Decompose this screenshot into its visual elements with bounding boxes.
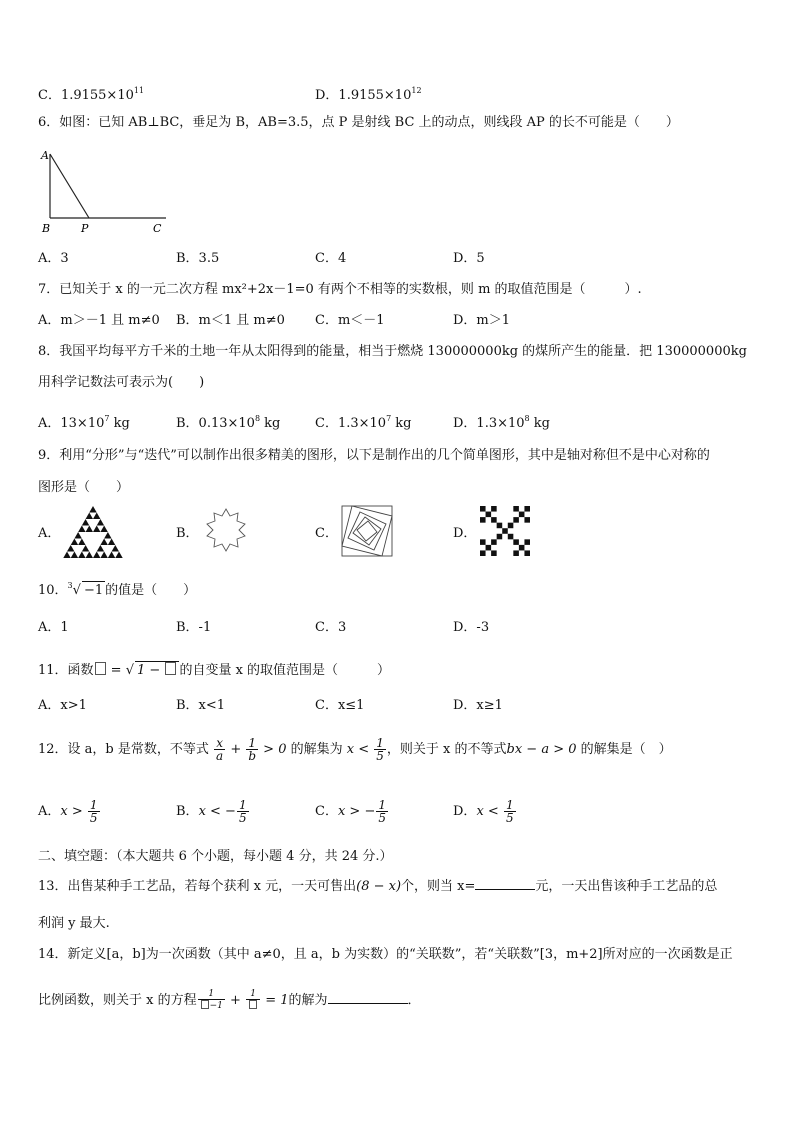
q6-text: 6．如图：已知 AB⊥BC，垂足为 B，AB=3.5，点 P 是射线 BC 上的动点，则线段 AP 的长不可能是（ ） — [38, 115, 679, 130]
q6-label-p: P — [81, 222, 89, 235]
koch-snowflake-figure — [200, 506, 252, 558]
q8-option-a: A．$13\times 10^7$ kg — [38, 414, 130, 431]
q10-text: 10．$^3$√ −1 的值是（ ） — [38, 581, 197, 598]
q14-answer-blank — [328, 991, 408, 1004]
q6-option-d: D．5 — [453, 251, 485, 266]
q7-text: 7．已知关于 x 的一元二次方程 mx²+2x－1=0 有两个不相等的实数根，则 m 的取值范围是（ ）. — [38, 282, 642, 297]
q10-option-a: A．1 — [38, 620, 69, 635]
q8-line1: 8．我国平均每平方千米的土地一年从太阳得到的能量，相当于燃烧 130000000kg 的煤所产生的能量．把 130000000kg — [38, 344, 747, 359]
q8-option-b: B．$0.13\times 10^8$ kg — [176, 414, 281, 431]
q7-option-b: B．m＜1 且 m≠0 — [176, 313, 285, 328]
q9-option-a: A． — [38, 526, 61, 541]
q6-option-c: C．4 — [315, 251, 347, 266]
q8-option-d: D．$1.3\times 10^8$ kg — [453, 414, 550, 431]
q12-text: 12．设 a，b 是常数，不等式 $\frac{x}{a}$ + $\frac{1}{b}$ > 0 的解集为 x < $\frac{1}{5}$ ，则关于 x 的不等式bx − a > 0 的解集是（ ） — [38, 736, 672, 763]
q14-line2: 比例函数，则关于 x 的方程 $\frac{1}{-1}$ + 1 = 1的解为 ． — [38, 989, 421, 1011]
q7-option-d: D．m＞1 — [453, 313, 511, 328]
q7-option-c: C．m＜－1 — [315, 313, 385, 328]
q8-option-c: C．$1.3\times 10^7$ kg — [315, 414, 412, 431]
q9-line2: 图形是（ ） — [38, 480, 130, 495]
q5-option-d: D．$1.9155\times 10^{12}$ — [315, 86, 422, 103]
q10-option-c: C．3 — [315, 620, 347, 635]
sierpinski-triangle-figure — [62, 506, 124, 558]
q8-line2: 用科学记数法可表示为( ) — [38, 375, 205, 390]
q11-option-d: D．x≥1 — [453, 698, 503, 713]
q5-option-c: C．$1.9155\times 10^{11}$ — [38, 86, 145, 103]
q11-option-a: A．x>1 — [38, 698, 87, 713]
q10-option-b: B．-1 — [176, 620, 212, 635]
q9-option-b: B． — [176, 526, 199, 541]
q12-option-a: A．x > $\frac{1}{5}$ — [38, 798, 98, 825]
q6-label-a: A — [41, 149, 49, 162]
q11-option-b: B．x<1 — [176, 698, 226, 713]
q12-option-b: B．x < − $\frac{1}{5}$ — [176, 798, 247, 825]
q13-answer-blank — [475, 877, 535, 890]
nested-squares-figure — [340, 504, 394, 558]
fractal-cross-figure — [480, 506, 530, 556]
q14-line1: 14．新定义[a，b]为一次函数（其中 a≠0，且 a，b 为实数）的“关联数”，若“关联数”[3，m+2]所对应的一次函数是正 — [38, 947, 733, 962]
q13-line1: 13．出售某种手工艺品，若每个获利 x 元，一天可售出(8 − x)个，则当 x= 元，一天出售该种手工艺品的总 — [38, 879, 718, 894]
q6-label-b: B — [42, 222, 51, 235]
q6-option-a: A．3 — [38, 251, 69, 266]
q12-option-c: C．x > − $\frac{1}{5}$ — [315, 798, 386, 825]
q6-option-b: B．3.5 — [176, 251, 220, 266]
q11-text: 11．函数 = √ 1 − 的自变量 x 的取值范围是（ ） — [38, 663, 391, 678]
q13-line2: 利润 y 最大. — [38, 916, 110, 931]
q9-line1: 9．利用“分形”与“迭代”可以制作出很多精美的图形，以下是制作出的几个简单图形，其中是轴对称但不是中心对称的 — [38, 448, 710, 463]
q11-option-c: C．x≤1 — [315, 698, 365, 713]
q10-option-d: D．-3 — [453, 620, 490, 635]
q6-figure — [38, 146, 173, 236]
q7-option-a: A．m＞－1 且 m≠0 — [38, 313, 160, 328]
q6-label-c: C — [153, 222, 162, 235]
q9-option-c: C． — [315, 526, 338, 541]
q12-option-d: D．x < $\frac{1}{5}$ — [453, 798, 514, 825]
section-heading: 二、填空题：（本大题共 6 个小题，每小题 4 分，共 24 分.） — [38, 849, 393, 864]
q9-option-d: D． — [453, 526, 477, 541]
